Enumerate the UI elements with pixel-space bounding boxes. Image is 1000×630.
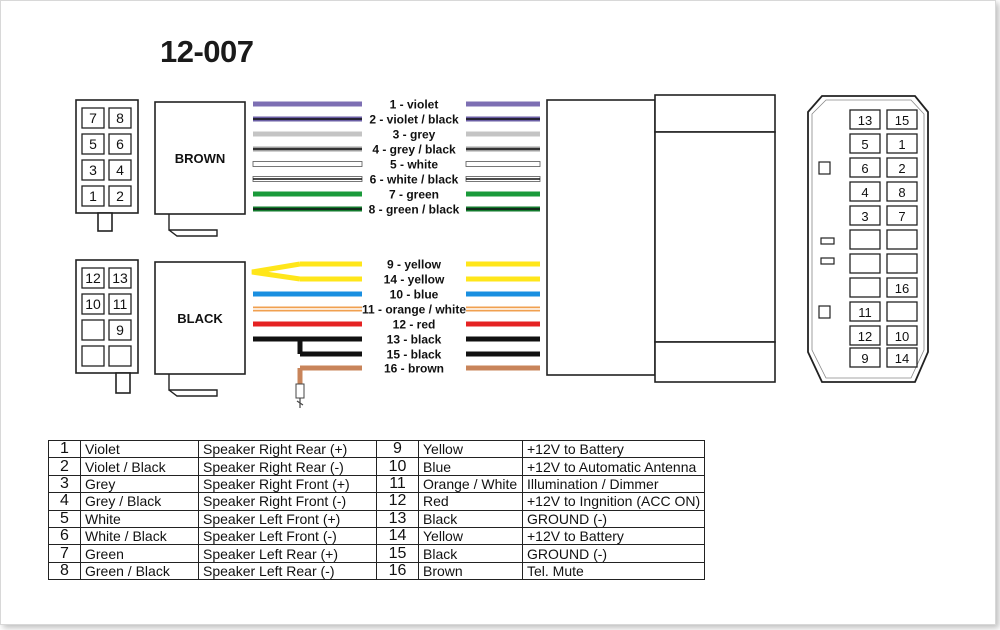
pin-number: 12 [377,493,419,510]
wire-color: Yellow [419,441,523,458]
pin-label: 11 [858,305,872,320]
pin-label: 13 [857,113,873,128]
pin-label: 4 [861,185,869,200]
table-row [49,545,705,562]
wire-label: 1 - violet [389,97,439,112]
pin-cell [850,278,880,297]
wire-label: 4 - grey / black [372,142,456,157]
pin-label: 10 [85,296,101,312]
pinout-table [48,440,705,580]
pin-label: 13 [112,270,128,286]
wire-label: 5 - white [389,157,439,172]
pin-number: 2 [49,458,81,475]
pin-function: GROUND (-) [523,545,705,562]
key-slot [819,162,830,174]
pin-label: 7 [898,209,906,224]
pin-cell [82,320,104,340]
table-row [49,562,705,579]
table-row [49,475,705,492]
connector-latch [98,213,112,231]
pin-function: +12V to Automatic Antenna [523,458,705,475]
wire-color: Green / Black [81,562,199,579]
wire-label: 8 - green / black [368,202,460,217]
wire-label: 11 - orange / white [361,302,467,317]
pin-cell [887,302,917,321]
pin-number: 4 [49,493,81,510]
pin-number: 7 [49,545,81,562]
pin-function: +12V to Battery [523,441,705,458]
pin-label: 15 [894,113,910,128]
pin-label: 2 [116,188,124,204]
pin-label: 1 [898,137,906,152]
wire-label: 15 - black [386,347,442,362]
pin-number: 14 [377,527,419,544]
pin-number: 6 [49,527,81,544]
wire-color: Black [419,545,523,562]
key-slot [821,258,834,264]
pin-function: Speaker Left Front (+) [199,510,377,527]
pin-function: Speaker Left Rear (-) [199,562,377,579]
wire-label: 9 - yellow [386,257,442,272]
table-row [49,527,705,544]
brown-terminal [296,384,304,398]
pin-function: Speaker Right Rear (-) [199,458,377,475]
pin-number: 16 [377,562,419,579]
table-row [49,510,705,527]
pin-function: Speaker Right Front (+) [199,475,377,492]
pin-function: Illumination / Dimmer [523,475,705,492]
pin-function: Speaker Right Front (-) [199,493,377,510]
pin-label: 4 [116,162,124,178]
wire-color: White / Black [81,527,199,544]
model-title: 12-007 [160,34,254,69]
wire-color: Brown [419,562,523,579]
pin-label: 11 [112,296,128,312]
wire-label: 2 - violet / black [369,112,459,127]
brown-terminal-pin [297,398,303,408]
iso-plug-flange [655,132,775,342]
wire-label: 7 - green [388,187,440,202]
wire-color: Violet / Black [81,458,199,475]
wire-label: 10 - blue [389,287,439,302]
pin-label: 7 [89,110,97,126]
housing-label: BROWN [174,151,226,166]
iso-plug-flange [655,342,775,382]
pin-function: Speaker Right Rear (+) [199,441,377,458]
connector-latch [116,373,130,393]
pin-label: 3 [89,162,97,178]
pin-label: 2 [898,161,906,176]
pin-label: 9 [861,351,869,366]
wire-left-segment [253,162,362,167]
pin-cell [850,254,880,273]
pin-number: 10 [377,458,419,475]
pin-function: Speaker Left Front (-) [199,527,377,544]
housing-clip [169,214,217,236]
pin-label: 5 [89,136,97,152]
pin-label: 5 [861,137,869,152]
wire-label: 16 - brown [383,361,445,376]
iso-plug-body [547,100,655,375]
pin-label: 3 [861,209,869,224]
table-row [49,458,705,475]
wire-label: 12 - red [392,317,436,332]
wire-color: White [81,510,199,527]
pin-number: 3 [49,475,81,492]
housing-label: BLACK [177,311,223,326]
wire-right-segment [466,162,540,167]
pin-function: GROUND (-) [523,510,705,527]
key-slot [819,306,830,318]
wire-color: Black [419,510,523,527]
pin-label: 1 [89,188,97,204]
pin-label: 14 [894,351,910,366]
iso-plug-flange [655,95,775,132]
pin-function: +12V to Battery [523,527,705,544]
pin-label: 8 [898,185,906,200]
table-row [49,493,705,510]
pin-number: 11 [377,475,419,492]
pin-cell [887,230,917,249]
pin-number: 13 [377,510,419,527]
pin-function: Tel. Mute [523,562,705,579]
pin-label: 16 [894,281,910,296]
pin-number: 5 [49,510,81,527]
pin-label: 8 [116,110,124,126]
wire-color: Violet [81,441,199,458]
wire-label: 6 - white / black [369,172,459,187]
pin-label: 12 [857,329,873,344]
key-slot [821,238,834,244]
wire-color: Red [419,493,523,510]
wire-label: 13 - black [386,332,442,347]
pin-cell [109,346,131,366]
wire-color: Blue [419,458,523,475]
yellow-fork [252,264,300,279]
pin-number: 15 [377,545,419,562]
pin-label: 6 [116,136,124,152]
pin-number: 9 [377,441,419,458]
pin-cell [82,346,104,366]
wire-color: Grey [81,475,199,492]
wire-label: 3 - grey [392,127,436,142]
pin-cell [850,230,880,249]
pin-cell [887,254,917,273]
pin-label: 9 [116,322,124,338]
wire-color: Yellow [419,527,523,544]
pin-label: 6 [861,161,869,176]
pin-label: 10 [894,329,910,344]
table-row [49,441,705,458]
housing-clip [169,374,217,396]
pin-number: 8 [49,562,81,579]
wire-label: 14 - yellow [383,272,445,287]
wire-color: Green [81,545,199,562]
pin-function: +12V to Ingnition (ACC ON) [523,493,705,510]
pin-function: Speaker Left Rear (+) [199,545,377,562]
pin-label: 12 [85,270,101,286]
wire-color: Grey / Black [81,493,199,510]
wire-color: Orange / White [419,475,523,492]
pin-number: 1 [49,441,81,458]
